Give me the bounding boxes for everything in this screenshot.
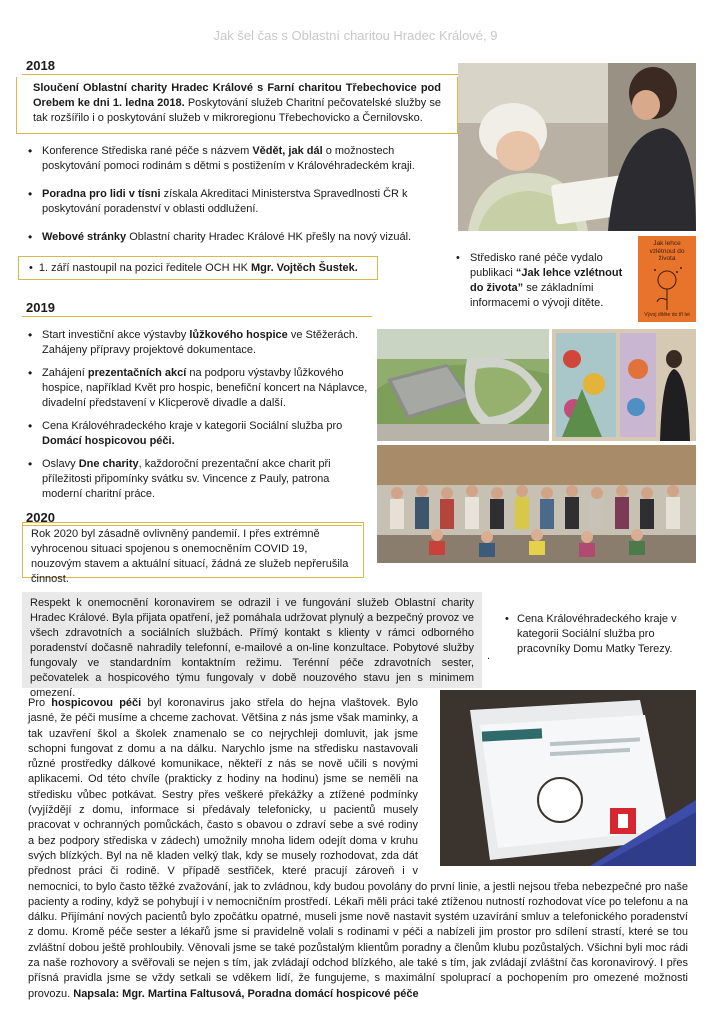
year-2020-heading: 2020 <box>26 510 55 525</box>
year-2019-divider <box>22 316 372 317</box>
year-2019-heading: 2019 <box>26 300 55 315</box>
list-item: • Poradna pro lidi v tísni získala Akreditaci Ministerstva Spravedlnosti ČR k poskytování poradenství v oblasti oddlužení. <box>28 187 446 217</box>
merger-bold: Sloučení Oblastní charity Hradec Králové s Farní charitou Třebechovice pod Orebem ke dni 1. ledna 2018. <box>33 82 441 109</box>
list-item: • Konference Střediska rané péče s názvem Vědět, jak dál o možnostech poskytování pomoci rodinám s dětmi s postižením v Královéhradeckém kraji. <box>28 144 446 174</box>
story-signature: Napsala: Mgr. Martina Faltusová, Poradna domácí hospicové péče <box>73 987 419 1000</box>
list-2018 <box>28 144 446 256</box>
photo-spacer <box>418 696 688 868</box>
list-item: • Webové stránky Oblastní charity Hradec Králové HK přešly na nový vizuál. <box>28 230 446 245</box>
award-note: • Cena Královéhradeckého kraje v kategorii Sociální služba pro pracovníky Domu Matky Terezy. <box>505 613 677 655</box>
photo-caregiver <box>458 63 696 231</box>
photo-charity-day-group <box>377 445 696 563</box>
dandelion-icon <box>641 264 693 312</box>
photo-hospice-rendering <box>377 329 549 441</box>
year-2018-heading: 2018 <box>26 58 55 73</box>
director-box: • 1. září nastoupil na pozici ředitele OCH HK Mgr. Vojtěch Šustek. <box>18 256 378 280</box>
bullet-dot: . <box>487 650 491 662</box>
covid-measures-box: Respekt k onemocnění koronavirem se odrazil i ve fungování služeb Oblastní charity Hradec Králové. Byla přijata opatření, jež pomáhala udržovat plynulý a bezpečný provoz ve všech zdravotních a sociálních službách. Přímý kontakt s klienty v rámci odborného poradenství dočasně nahradily telefonní, e-mailové a on-line konzultace. Pobytové služby fungovaly ve standardním kontaktním režimu. Terénní péče zdravotních sester, pečovatelek a hospicového týmu fungovaly v době nouzového stavu jen s minimem omezení. <box>22 592 482 688</box>
page-header: Jak šel čas s Oblastní charitou Hradec Králové, 9 <box>213 28 498 43</box>
publication-note: • Středisko rané péče vydalo publikaci “Jak lehce vzlétnout do života” se základními informacemi o vývoji dítěte. <box>456 252 623 309</box>
year-2018-divider <box>22 74 460 75</box>
list-item: • Oslavy Dne charity, každoroční prezentační akce charit při příležitosti připomínky svátku sv. Vincence z Pauly, patrona moderní charitní práce. <box>28 457 368 502</box>
merger-box <box>16 77 458 134</box>
merger-text: Poskytování služeb Charitní pečovatelské služby se tak rozšířilo i o poskytování služeb v mikroregionu Třebechovicko a Černilovsko. <box>33 97 441 124</box>
book-title: Jak lehce vzlétnout do života <box>649 240 685 262</box>
book-cover <box>638 236 696 322</box>
list-item: • Start investiční akce výstavby lůžkového hospice ve Stěžerách. Zahájeny přípravy projektové dokumentace. <box>28 328 368 358</box>
hospice-story: Pro hospicovou péči byl koronavirus jako střela do hejna vlaštovek. Bylo jasné, že péči musíme a chceme zachovat. Většina z nás jsme však maminky, a tak uzavření škol a školek znamenalo se co nejrychleji domluvit, jak jsme schopni fungovat z domu a na dálku. Narychlo jsme na středisku nastavovali různé prostředky dálkové komunikace, někteří z nás se nově učili s novými aplikacemi. Od této chvíle (prakticky z hodiny na hodinu) jsme se neměli na středisku vůbec potkávat. Sestry přes veškeré překážky a ztížené podmínky (vyjíždějí z domu, informace si předávaly telefonicky, u pacientů musely pracovat v ochranných pomůckách, často s obavou o zdraví sebe a své rodiny a bez podpory střediska v zádech) umožnily mnoha lidem odejít doma v kruhu svých blízkých. Byl na ně kladen velký tlak, kdy se musely rozhodovat, zda dát přednost práci či rodině. V případě sestřiček, které pracují zároveň i v nemocnici, to bylo často těžké zvažování, jak to zvládnou, kdy budou povolány do první linie, a jestli nejsou třeba nebezpečné pro naše pacienty a rodiny, když se pohybují i v nemocničním prostředí. Lékaři měli práci také ztíženou nutností rozhodovat více po telefonu a na dálku. Přijímání nových pacientů bylo zpočátku opatrné, museli jsme nově nastavit systém uzavírání smluv a telefonického poradenství z domu. Kromě péče sester a lékařů jsme si pravidelně volali s rodinami v péči a nabízeli jim prostor pro sdílení strastí, které se tou zvláštní dobou ještě prohloubily. Věnovali jsme se také pozůstalým klientům poradny a členům klubu pozůstalých. Všichni byli moc rádi za naše rozhovory a svěřovali se nejen s tím, jak zvládají odchod blízkého, ale také s tím, jak zvládají zvláštní čas koronavirový. I přes přísná pravidla jsme se vždy setkali se vděkem lidí, že fungujeme, s maximální spoluprací a pochopením pro omezené možnosti provozu. Napsala: Mgr. Martina Faltusová, Poradna domácí hospicové péče <box>28 697 688 1000</box>
list-2019 <box>28 328 368 513</box>
photo-art-event <box>552 329 696 441</box>
list-item: • Cena Královéhradeckého kraje v kategorii Sociální služba pro Domácí hospicovou péči. <box>28 419 368 449</box>
pandemic-box: Rok 2020 byl zásadně ovlivněný pandemií. I přes extrémně vyhrocenou situaci spojenou s onemocněním COVID 19, nouzovým stavem a aktuální situací, žádná ze služeb nepřerušila činnost. <box>22 522 364 578</box>
list-item: • Zahájení prezentačních akcí na podporu výstavby lůžkového hospice, například Květ pro hospic, benefiční koncert na Náplavce, divadelní představení v Klicperově divadle a další. <box>28 366 368 411</box>
book-subtitle: Vývoj dítěte do tří let <box>644 311 690 318</box>
